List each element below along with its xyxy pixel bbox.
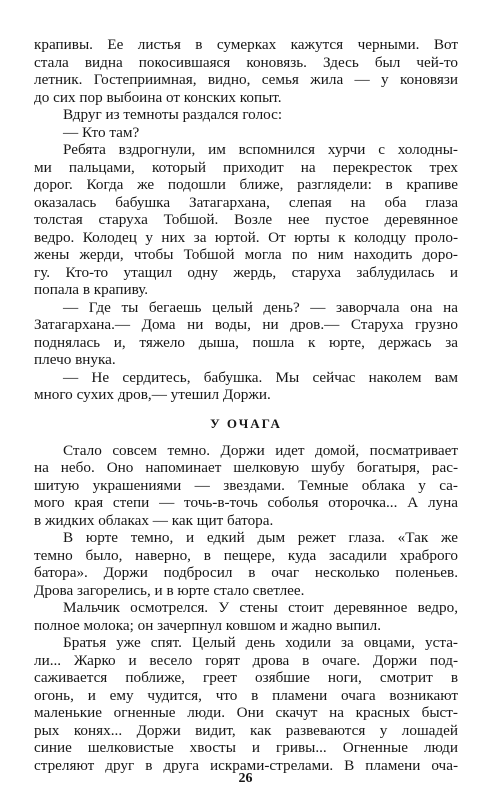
text-line: Братья уже спят. Целый день ходили за овцами, уста-: [63, 634, 458, 651]
section-2-text: [34, 442, 458, 775]
text-line: темно было, наверно, в пещере, куда засадили храброго: [34, 546, 458, 564]
text-line: летник. Гостеприимная, видно, семья жила — у коновязи: [34, 71, 458, 88]
text-line: В юрте темно, и едкий дым режет глаза. «Так же: [63, 529, 458, 546]
section-1-text: [34, 36, 458, 404]
text-line: стреляют друг в друга искрами-стрелами. В пламени оча-: [34, 756, 458, 774]
text-line: попала в крапиву.: [34, 281, 149, 298]
text-line: до сих пор выбоина от конских копыт.: [34, 88, 282, 106]
text-line: ми пальцами, который приходит на перекресток трех: [34, 158, 458, 176]
text-line: мого края степи — точь-в-точь соболья оторочка... А луна: [34, 494, 458, 511]
text-line: ведро. Колодец у них за юртой. От юрты к колодцу проло-: [34, 228, 458, 246]
text-line: маленькие огненные люди. Они скачут на красных быст-: [34, 704, 458, 721]
text-line: Вдруг из темноты раздался голос:: [63, 106, 283, 123]
text-line: — Не сердитесь, бабушка. Мы сейчас наколем вам: [63, 368, 458, 386]
text-line: толстая старуха Тобшой. Возле нее пустое деревянное: [34, 211, 458, 228]
text-line: Дрова загорелись, и в юрте стало светлее.: [34, 581, 305, 599]
text-line: — Кто там?: [63, 123, 140, 141]
text-line: дорог. Когда же подошли ближе, разглядели: в крапиве: [34, 176, 458, 193]
text-line: саживается поближе, греет озябшие ноги, смотрит в: [34, 669, 458, 686]
text-line: полное молока; он зачерпнул ковшом и жадно выпил.: [34, 616, 381, 634]
text-line: ли... Жарко и весело горят дрова в очаге. Доржи под-: [34, 651, 458, 669]
section-title: У ОЧАГА: [210, 415, 282, 431]
page-number: 26: [238, 771, 253, 786]
text-line: жены жерди, чтобы Тобшой могла по ним находить доро-: [34, 246, 458, 263]
text-line: синие шелковистые хвосты и гривы... Огненные люди: [34, 739, 458, 756]
text-line: крапивы. Ее листья в сумерках кажутся черными. Вот: [34, 36, 458, 53]
text-line: батора». Доржи подбросил в очаг несколько поленьев.: [34, 564, 458, 581]
text-line: Ребята вздрогнули, им вспомнился хурчи с холодны-: [63, 141, 458, 158]
text-line: рых конях... Доржи видит, как развеваются у лошадей: [34, 721, 458, 739]
text-line: — Где ты бегаешь целый день? — заворчала она на: [63, 298, 458, 316]
text-line: оказалась бабушка Затагархана, слепая на оба глаза: [34, 193, 458, 211]
text-line: поднялась и, тяжело дыша, пошла к юрте, держась за: [34, 333, 458, 351]
text-line: Стало совсем темно. Доржи идет домой, посматривает: [63, 441, 458, 459]
text-line: гу. Кто-то утащил одну жердь, старуха заблудилась и: [34, 263, 458, 281]
book-page: [34, 36, 458, 774]
text-line: на небо. Оно напоминает шелковую шубу богатыря, рас-: [34, 459, 458, 476]
text-line: Затагархана.— Дома ни воды, ни дров.— Старуха грузно: [34, 316, 458, 333]
text-line: Мальчик осмотрелся. У стены стоит деревянное ведро,: [63, 599, 458, 616]
text-line: шитую украшениями — звездами. Темные облака у са-: [34, 476, 458, 494]
text-line: много сухих дров,— утешил Доржи.: [34, 386, 271, 403]
text-line: огонь, и ему чудится, что в пламени очага возникают: [34, 686, 458, 704]
text-line: в жидких облаках — как щит батора.: [34, 511, 274, 529]
text-line: стала видна покосившаяся коновязь. Здесь был чей-то: [34, 53, 458, 71]
text-line: плечо внука.: [34, 351, 116, 368]
